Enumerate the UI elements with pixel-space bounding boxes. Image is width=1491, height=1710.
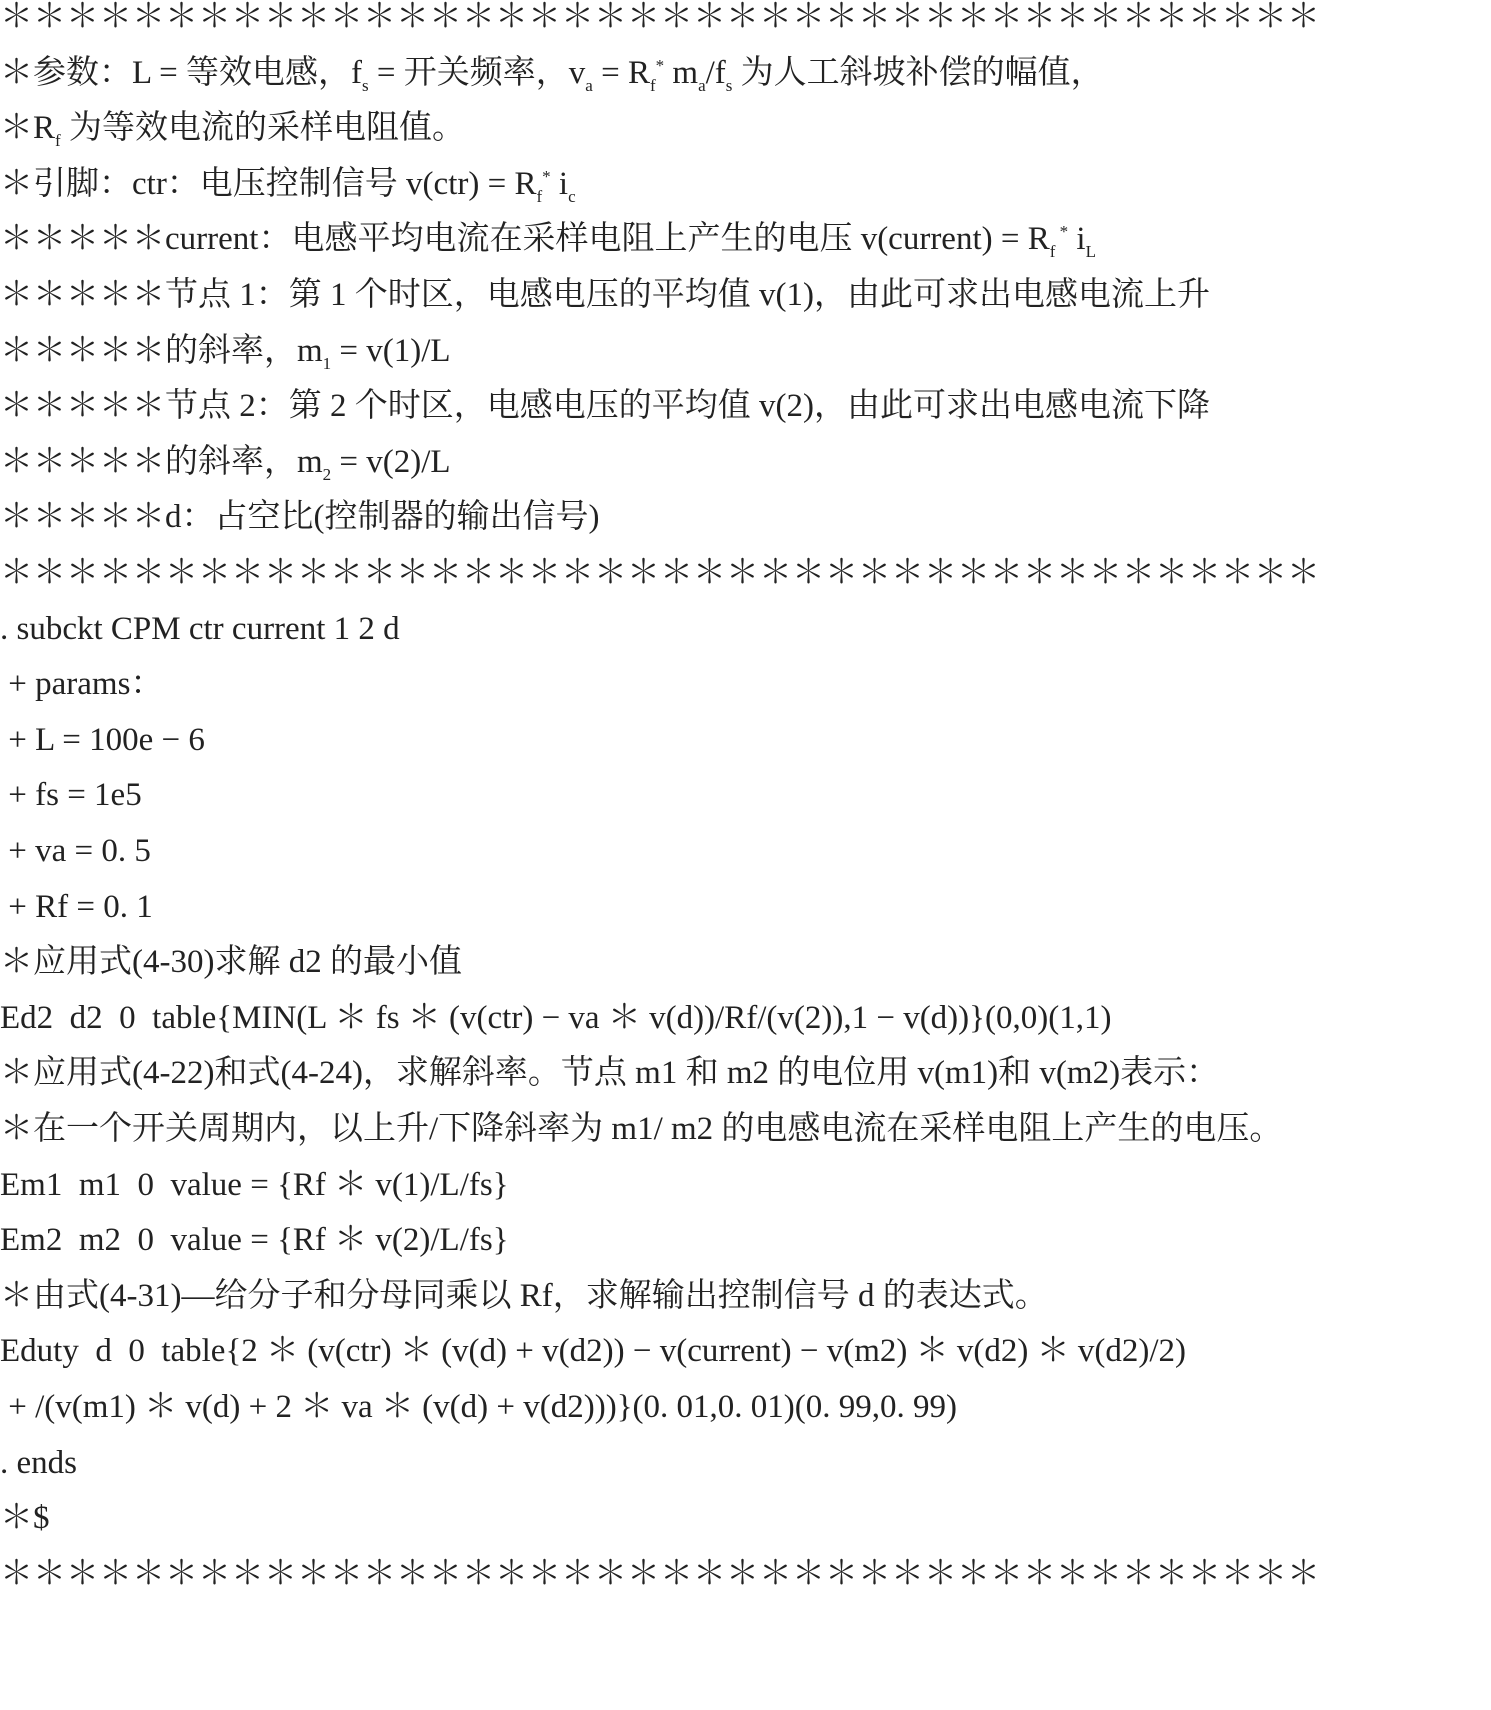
code-line: ＊应用式(4-30)求解 d2 的最小值 (0, 944, 462, 981)
superscript: * (655, 55, 665, 75)
text-run: ＊R (0, 110, 56, 147)
text-run: = v(2)/L (331, 443, 451, 480)
subscript: c (568, 186, 576, 206)
subscript: f (55, 131, 61, 151)
subscript: 2 (322, 464, 332, 484)
superscript: * (1055, 222, 1069, 242)
code-line: + /(v(m1) ＊ v(d) + 2 ＊ va ＊ (v(d) + v(d2)))}(0. 01,0. 01)(0. 99,0. 99) (0, 1389, 957, 1425)
text-run: m (664, 54, 699, 91)
code-line: Eduty d 0 table{2 ＊ (v(ctr) ＊ (v(d) + v(d2)) − v(current) − v(m2) ＊ v(d2) ＊ v(d2)/2) (0, 1333, 1187, 1370)
text-run: = 开关频率，v (368, 54, 586, 91)
code-line: ＊＊＊＊＊d：占空比(控制器的输出信号) (0, 499, 600, 536)
subscript: f (536, 186, 543, 206)
code-line: + params： (0, 666, 164, 703)
text-run: ＊参数：L = 等效电感，f (0, 54, 363, 91)
text-run: ＊＊＊＊＊的斜率，m (0, 443, 323, 480)
text-run: ＊＊＊＊＊的斜率，m (0, 332, 323, 369)
text-run: /f (705, 54, 726, 91)
asterisk-divider: ＊＊＊＊＊＊＊＊＊＊＊＊＊＊＊＊＊＊＊＊＊＊＊＊＊＊＊＊＊＊＊＊＊＊＊＊＊＊＊＊ (0, 0, 1320, 35)
subscript: L (1085, 242, 1096, 262)
code-line: ＊＊＊＊＊节点 2：第 2 个时区，电感电压的平均值 v(2)，由此可求出电感电流下降 (0, 388, 1210, 425)
code-line: ＊应用式(4-22)和式(4-24)，求解斜率。节点 m1 和 m2 的电位用 v(m1)和 v(m2)表示： (0, 1055, 1220, 1092)
subscript: f (649, 75, 656, 95)
code-line (0, 154, 576, 214)
subscript: f (1049, 242, 1056, 262)
code-line: Ed2 d2 0 table{MIN(L ＊ fs ＊ (v(ctr) − va ＊ v(d))/Rf/(v(2)),1 − v(d))}(0,0)(1,1) (0, 999, 1112, 1036)
text-run: = v(1)/L (331, 332, 451, 369)
code-line: + fs = 1e5 (0, 777, 142, 814)
code-line: + Rf = 0. 1 (0, 888, 153, 925)
code-line: + L = 100e − 6 (0, 721, 205, 758)
code-line: ＊在一个开关周期内，以上升/下降斜率为 m1/ m2 的电感电流在采样电阻上产生的电压。 (0, 1111, 1283, 1147)
subscript: a (698, 75, 706, 95)
text-run: 为等效电流的采样电阻值。 (60, 110, 465, 147)
code-line (0, 209, 1096, 269)
code-line: Em1 m1 0 value = {Rf ＊ v(1)/L/fs} (0, 1166, 509, 1203)
code-line: ＊＊＊＊＊节点 1：第 1 个时区，电感电压的平均值 v(1)，由此可求出电感电流上升 (0, 277, 1210, 313)
subscript: 1 (322, 353, 332, 373)
code-line (0, 321, 451, 381)
text-run: ＊引脚：ctr：电压控制信号 v(ctr) = R (0, 165, 537, 202)
text-run: = R (592, 54, 650, 91)
text-run: i (1068, 221, 1086, 258)
asterisk-divider: ＊＊＊＊＊＊＊＊＊＊＊＊＊＊＊＊＊＊＊＊＊＊＊＊＊＊＊＊＊＊＊＊＊＊＊＊＊＊＊＊ (0, 1555, 1320, 1592)
superscript: * (542, 166, 551, 186)
code-line (0, 98, 465, 158)
code-line: . subckt CPM ctr current 1 2 d (0, 610, 400, 647)
text-run: i (550, 165, 569, 202)
code-line (0, 432, 451, 492)
asterisk-divider: ＊＊＊＊＊＊＊＊＊＊＊＊＊＊＊＊＊＊＊＊＊＊＊＊＊＊＊＊＊＊＊＊＊＊＊＊＊＊＊＊ (0, 555, 1320, 591)
subscript: a (585, 75, 593, 95)
subscript: s (725, 75, 733, 95)
subscript: s (362, 75, 369, 95)
code-line: . ends (0, 1444, 77, 1481)
text-run: 为人工斜坡补偿的幅值， (732, 54, 1104, 91)
code-line (0, 43, 1104, 103)
code-line: ＊$ (0, 1500, 50, 1537)
code-line: + va = 0. 5 (0, 833, 151, 869)
code-line: ＊由式(4-31)—给分子和分母同乘以 Rf，求解输出控制信号 d 的表达式。 (0, 1277, 1048, 1314)
text-run: ＊＊＊＊＊current：电感平均电流在采样电阻上产生的电压 v(current) = R (0, 221, 1050, 258)
code-line: Em2 m2 0 value = {Rf ＊ v(2)/L/fs} (0, 1222, 509, 1259)
